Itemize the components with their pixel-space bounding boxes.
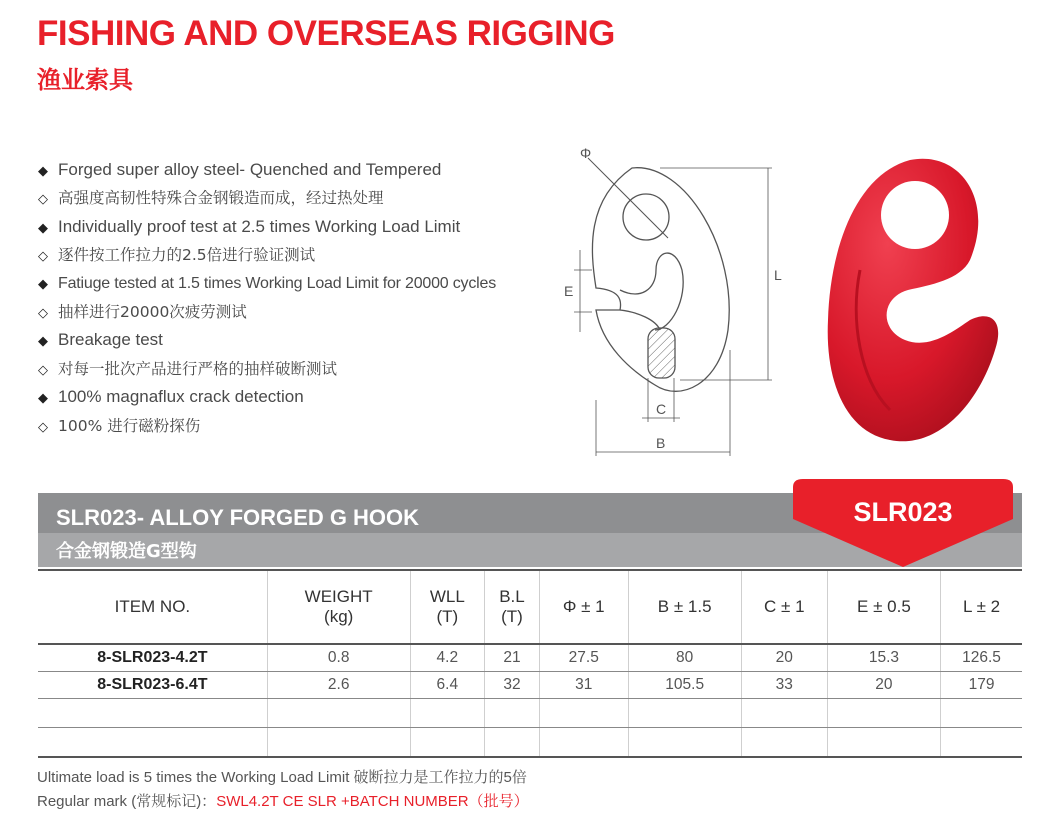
feature-item: ◆ Breakage test: [38, 326, 496, 354]
feature-item: ◆ Fatiuge tested at 1.5 times Working Load Limit for 20000 cycles: [38, 270, 496, 298]
table-cell: 21: [485, 644, 540, 672]
table-cell: 32: [485, 672, 540, 699]
item-number-cell: 8-SLR023-4.2T: [38, 644, 267, 672]
table-row-empty: [38, 699, 1022, 728]
diamond-filled-icon: ◆: [38, 333, 48, 349]
table-cell: 31: [539, 672, 628, 699]
diamond-outline-icon: ◇: [38, 419, 48, 435]
column-header: Φ ± 1: [539, 570, 628, 644]
table-row-empty: [38, 728, 1022, 758]
diagram-label-b: B: [656, 435, 666, 451]
diagram-label-phi: Φ: [580, 145, 592, 161]
table-cell: 33: [741, 672, 827, 699]
diamond-filled-icon: ◆: [38, 275, 48, 291]
diamond-outline-icon: ◇: [38, 192, 48, 208]
column-header: ITEM NO.: [38, 570, 267, 644]
column-header: B ± 1.5: [628, 570, 741, 644]
diamond-outline-icon: ◇: [38, 305, 48, 321]
table-row: [38, 672, 1022, 699]
product-title-chinese: 合金钢锻造G型钩: [56, 541, 197, 562]
spec-table: [38, 569, 1022, 758]
table-cell: 126.5: [941, 644, 1022, 672]
feature-item: ◆ Forged super alloy steel- Quenched and Tempered: [38, 156, 496, 184]
feature-item: ◆ 100% magnaflux crack detection: [38, 383, 496, 411]
table-row: [38, 644, 1022, 672]
table-cell: 2.6: [267, 672, 410, 699]
diamond-filled-icon: ◆: [38, 219, 48, 235]
column-header: WLL (T): [410, 570, 484, 644]
table-cell: 0.8: [267, 644, 410, 672]
table-cell: 27.5: [539, 644, 628, 672]
product-title: SLR023- ALLOY FORGED G HOOK: [56, 505, 420, 530]
feature-item: ◆ Individually proof test at 2.5 times Working Load Limit: [38, 213, 496, 241]
table-cell: 4.2: [410, 644, 484, 672]
diamond-filled-icon: ◆: [38, 163, 48, 178]
column-header: L ± 2: [941, 570, 1022, 644]
regular-mark-value: SWL4.2T CE SLR +BATCH NUMBER（批号）: [216, 793, 529, 810]
diamond-outline-icon: ◇: [38, 249, 48, 265]
page-title: FISHING AND OVERSEAS RIGGING: [37, 14, 615, 53]
item-number-cell: 8-SLR023-6.4T: [38, 672, 267, 699]
table-cell: 105.5: [628, 672, 741, 699]
regular-mark-note: Regular mark (常规标记)：SWL4.2T CE SLR +BATCH NUMBER（批号）: [37, 793, 529, 810]
column-header: C ± 1: [741, 570, 827, 644]
column-header: WEIGHT (kg): [267, 570, 410, 644]
table-cell: 179: [941, 672, 1022, 699]
column-header: E ± 0.5: [827, 570, 940, 644]
model-badge: SLR023: [853, 497, 953, 527]
diagram-label-e: E: [564, 283, 574, 299]
diamond-outline-icon: ◇: [38, 362, 48, 378]
hook-technical-drawing: [560, 140, 790, 460]
feature-item: ◇ 100% 进行磁粉探伤: [38, 412, 496, 440]
table-cell: 15.3: [827, 644, 940, 672]
feature-item: ◇ 对每一批次产品进行严格的抽样破断测试: [38, 355, 496, 383]
diagram-label-l: L: [774, 267, 782, 283]
g-hook-product-image: [800, 140, 1030, 470]
column-header: B.L (T): [485, 570, 540, 644]
product-banner: [38, 493, 1022, 567]
table-header-row: [38, 570, 1022, 644]
feature-item: ◇ 高强度高韧性特殊合金钢锻造而成，经过热处理: [38, 184, 496, 212]
feature-list: [38, 156, 496, 440]
ultimate-load-note: Ultimate load is 5 times the Working Load Limit 破断拉力是工作拉力的5倍: [37, 769, 527, 786]
feature-item: ◇ 逐件按工作拉力的2.5倍进行验证测试: [38, 241, 496, 269]
table-cell: 20: [827, 672, 940, 699]
table-cell: 80: [628, 644, 741, 672]
feature-item: ◇ 抽样进行20000次疲劳测试: [38, 298, 496, 326]
page-title-chinese: 渔业索具: [37, 66, 133, 94]
table-cell: 20: [741, 644, 827, 672]
diamond-filled-icon: ◆: [38, 390, 48, 406]
table-cell: 6.4: [410, 672, 484, 699]
diagram-label-c: C: [656, 401, 667, 417]
